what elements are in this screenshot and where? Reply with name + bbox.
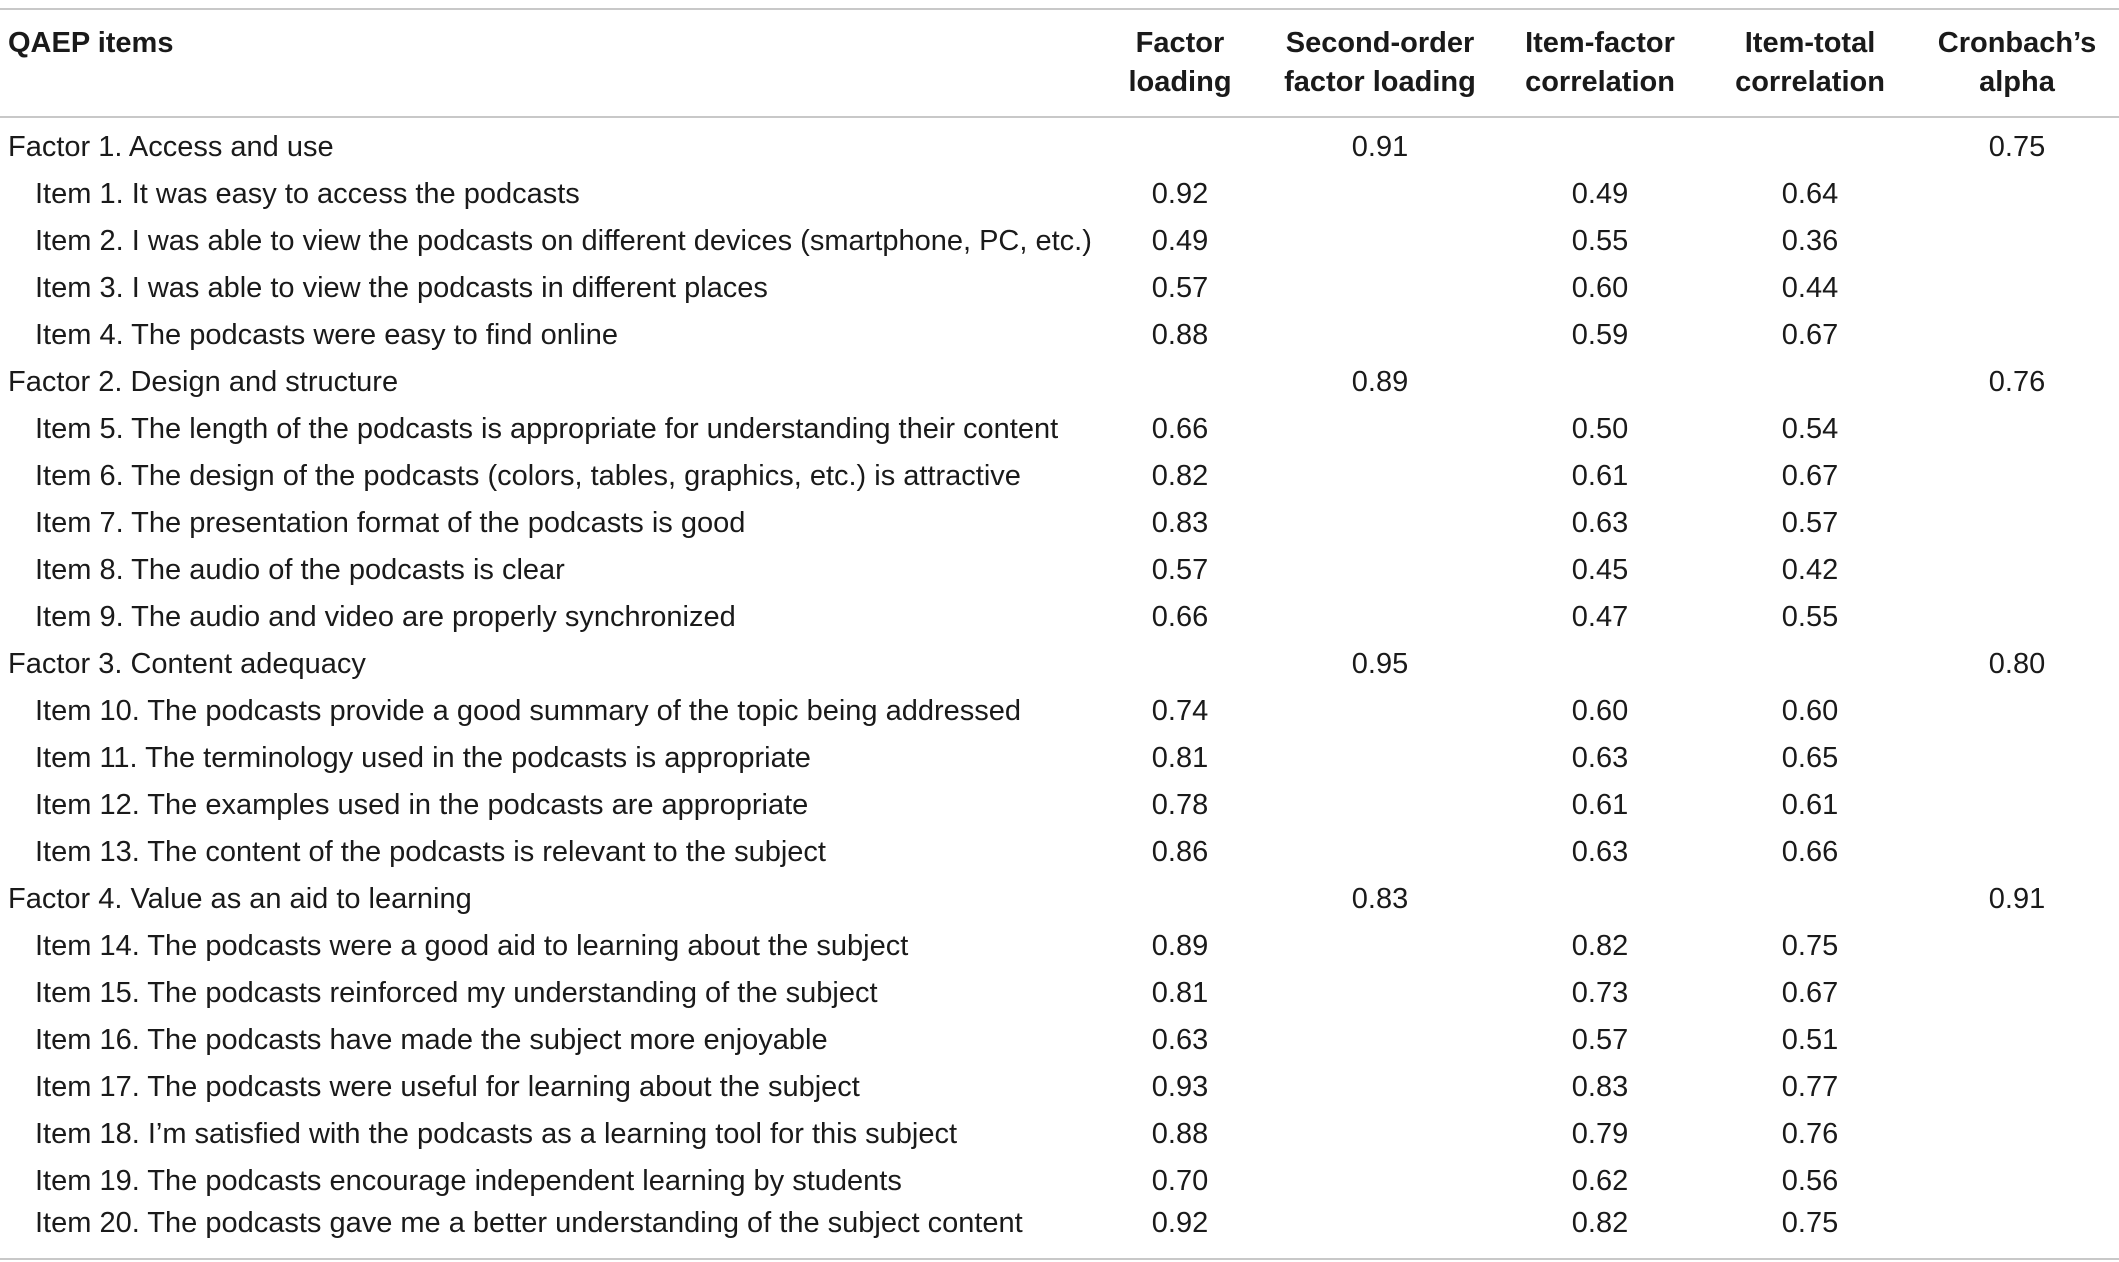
- factor-loading-cell: 0.49: [1151, 225, 1209, 257]
- second-order-loading-cell: [1265, 923, 1495, 970]
- cronbach-alpha-cell: [1915, 171, 2119, 218]
- item-factor-correlation-cell: [1495, 359, 1705, 406]
- second-order-loading-cell: [1265, 829, 1495, 876]
- item-total-correlation-cell: 0.67: [1781, 460, 1839, 492]
- cronbach-alpha-cell: [1915, 970, 2119, 1017]
- factor-loading-cell: 0.88: [1151, 319, 1209, 351]
- factor-loading-cell: [1095, 641, 1265, 688]
- cronbach-alpha-cell: 0.75: [1988, 131, 2046, 163]
- item-total-correlation-cell: 0.75: [1781, 930, 1839, 962]
- item-row: [0, 688, 2119, 735]
- factor-loading-cell: 0.57: [1151, 554, 1209, 586]
- factor-loading-cell: 0.81: [1151, 742, 1209, 774]
- header-item-total-line2: correlation: [1735, 66, 1885, 98]
- item-label: Item 4. The podcasts were easy to find online: [35, 319, 619, 351]
- item-label: Item 12. The examples used in the podcasts are appropriate: [35, 789, 809, 821]
- factor-row: [0, 117, 2119, 171]
- item-factor-correlation-cell: 0.60: [1571, 272, 1629, 304]
- item-row: [0, 265, 2119, 312]
- second-order-loading-cell: [1265, 1111, 1495, 1158]
- factor-loading-cell: 0.78: [1151, 789, 1209, 821]
- item-total-correlation-cell: 0.77: [1781, 1071, 1839, 1103]
- factor-loading-cell: 0.57: [1151, 272, 1209, 304]
- item-total-correlation-cell: 0.55: [1781, 601, 1839, 633]
- factor-loading-cell: 0.83: [1151, 507, 1209, 539]
- header-item-factor-correlation: [1495, 9, 1705, 117]
- item-total-correlation-cell: 0.64: [1781, 178, 1839, 210]
- item-row: [0, 312, 2119, 359]
- factor-row: [0, 641, 2119, 688]
- header-factor-loading-line1: Factor: [1135, 27, 1225, 59]
- factor-row: [0, 359, 2119, 406]
- table-body: [0, 117, 2119, 1259]
- item-total-correlation-cell: 0.76: [1781, 1118, 1839, 1150]
- header-item-factor-line1: Item-factor: [1525, 27, 1675, 59]
- item-factor-correlation-cell: 0.61: [1571, 789, 1629, 821]
- item-label: Item 13. The content of the podcasts is relevant to the subject: [35, 836, 826, 868]
- cronbach-alpha-cell: [1915, 1158, 2119, 1205]
- cronbach-alpha-cell: [1915, 1064, 2119, 1111]
- item-label: Item 7. The presentation format of the podcasts is good: [35, 507, 746, 539]
- factor-label: Factor 4. Value as an aid to learning: [8, 883, 472, 915]
- second-order-loading-cell: [1265, 453, 1495, 500]
- item-row: [0, 171, 2119, 218]
- item-row: [0, 547, 2119, 594]
- item-total-correlation-cell: 0.66: [1781, 836, 1839, 868]
- item-total-correlation-cell: 0.54: [1781, 413, 1839, 445]
- item-label: Item 6. The design of the podcasts (colors, tables, graphics, etc.) is attractive: [35, 460, 1021, 492]
- table-header: [0, 9, 2119, 117]
- item-factor-correlation-cell: 0.59: [1571, 319, 1629, 351]
- factor-loading-cell: 0.86: [1151, 836, 1209, 868]
- second-order-loading-cell: [1265, 265, 1495, 312]
- item-row: [0, 1017, 2119, 1064]
- item-factor-correlation-cell: 0.57: [1571, 1024, 1629, 1056]
- cronbach-alpha-cell: [1915, 735, 2119, 782]
- item-factor-correlation-cell: 0.45: [1571, 554, 1629, 586]
- cronbach-alpha-cell: [1915, 500, 2119, 547]
- factor-loading-cell: 0.93: [1151, 1071, 1209, 1103]
- factor-loading-cell: 0.66: [1151, 601, 1209, 633]
- header-item-total-line1: Item-total: [1744, 27, 1876, 59]
- item-factor-correlation-cell: 0.63: [1571, 742, 1629, 774]
- second-order-loading-cell: [1265, 500, 1495, 547]
- item-total-correlation-cell: 0.56: [1781, 1165, 1839, 1197]
- second-order-loading-cell: [1265, 406, 1495, 453]
- item-total-correlation-cell: [1705, 641, 1915, 688]
- qaep-table-container: [0, 8, 2119, 1260]
- item-total-correlation-cell: 0.75: [1705, 1205, 1915, 1259]
- item-factor-correlation-cell: 0.62: [1571, 1165, 1629, 1197]
- item-factor-correlation-cell: 0.55: [1571, 225, 1629, 257]
- header-factor-loading: [1095, 9, 1265, 117]
- item-total-correlation-cell: 0.61: [1781, 789, 1839, 821]
- factor-loading-cell: 0.63: [1151, 1024, 1209, 1056]
- cronbach-alpha-cell: [1915, 547, 2119, 594]
- cronbach-alpha-cell: [1915, 453, 2119, 500]
- cronbach-alpha-cell: [1915, 923, 2119, 970]
- item-total-correlation-cell: 0.67: [1781, 977, 1839, 1009]
- second-order-loading-cell: 0.89: [1351, 366, 1409, 398]
- second-order-loading-cell: [1265, 547, 1495, 594]
- item-label: Item 19. The podcasts encourage independent learning by students: [35, 1165, 902, 1197]
- item-factor-correlation-cell: 0.47: [1571, 601, 1629, 633]
- cronbach-alpha-cell: [1915, 265, 2119, 312]
- item-row: [0, 782, 2119, 829]
- factor-loading-cell: 0.81: [1151, 977, 1209, 1009]
- factor-label: Factor 1. Access and use: [8, 131, 334, 163]
- factor-label: Factor 2. Design and structure: [8, 366, 399, 398]
- item-label: Item 18. I’m satisfied with the podcasts as a learning tool for this subject: [35, 1118, 958, 1150]
- item-total-correlation-cell: 0.36: [1781, 225, 1839, 257]
- item-row: [0, 218, 2119, 265]
- item-factor-correlation-cell: 0.63: [1571, 836, 1629, 868]
- item-factor-correlation-cell: 0.83: [1571, 1071, 1629, 1103]
- item-label: Item 10. The podcasts provide a good summary of the topic being addressed: [35, 695, 1022, 727]
- item-row: [0, 735, 2119, 782]
- item-factor-correlation-cell: 0.49: [1571, 178, 1629, 210]
- item-row: [0, 1111, 2119, 1158]
- factor-loading-cell: 0.92: [1151, 178, 1209, 210]
- factor-loading-cell: 0.66: [1151, 413, 1209, 445]
- item-factor-correlation-cell: 0.61: [1571, 460, 1629, 492]
- factor-loading-cell: [1095, 359, 1265, 406]
- item-factor-correlation-cell: 0.82: [1571, 930, 1629, 962]
- item-factor-correlation-cell: 0.73: [1571, 977, 1629, 1009]
- cronbach-alpha-cell: [1915, 1111, 2119, 1158]
- factor-row: [0, 876, 2119, 923]
- second-order-loading-cell: [1265, 688, 1495, 735]
- item-total-correlation-cell: 0.42: [1781, 554, 1839, 586]
- item-total-correlation-cell: 0.67: [1781, 319, 1839, 351]
- item-label: Item 2. I was able to view the podcasts on different devices (smartphone, PC, etc.): [35, 225, 1092, 257]
- factor-loading-cell: 0.70: [1151, 1165, 1209, 1197]
- item-label: Item 11. The terminology used in the podcasts is appropriate: [35, 742, 811, 774]
- item-label: Item 15. The podcasts reinforced my understanding of the subject: [35, 977, 878, 1009]
- factor-loading-cell: 0.74: [1151, 695, 1209, 727]
- factor-loading-cell: 0.88: [1151, 1118, 1209, 1150]
- cronbach-alpha-cell: [1915, 688, 2119, 735]
- second-order-loading-cell: [1265, 970, 1495, 1017]
- cronbach-alpha-cell: [1915, 829, 2119, 876]
- second-order-loading-cell: [1265, 782, 1495, 829]
- cronbach-alpha-cell: [1915, 594, 2119, 641]
- item-total-correlation-cell: 0.51: [1781, 1024, 1839, 1056]
- item-label: Item 14. The podcasts were a good aid to learning about the subject: [35, 930, 909, 962]
- cronbach-alpha-cell: 0.76: [1988, 366, 2046, 398]
- header-factor-loading-line2: loading: [1128, 66, 1232, 98]
- second-order-loading-cell: [1265, 1158, 1495, 1205]
- second-order-loading-cell: [1265, 218, 1495, 265]
- factor-loading-cell: 0.82: [1151, 460, 1209, 492]
- item-factor-correlation-cell: 0.79: [1571, 1118, 1629, 1150]
- item-total-correlation-cell: [1705, 359, 1915, 406]
- item-row: [0, 1205, 2119, 1259]
- factor-loading-cell: [1095, 876, 1265, 923]
- factor-label: Factor 3. Content adequacy: [8, 648, 366, 680]
- cronbach-alpha-cell: [1915, 782, 2119, 829]
- second-order-loading-cell: 0.83: [1351, 883, 1409, 915]
- item-row: [0, 1064, 2119, 1111]
- second-order-loading-cell: [1265, 1205, 1495, 1259]
- item-row: [0, 829, 2119, 876]
- cronbach-alpha-cell: [1915, 218, 2119, 265]
- cronbach-alpha-cell: 0.80: [1988, 648, 2046, 680]
- item-total-correlation-cell: 0.57: [1781, 507, 1839, 539]
- second-order-loading-cell: [1265, 312, 1495, 359]
- item-row: [0, 970, 2119, 1017]
- header-second-order-line1: Second-order: [1285, 27, 1475, 59]
- second-order-loading-cell: [1265, 171, 1495, 218]
- factor-loading-cell: 0.92: [1095, 1205, 1265, 1259]
- second-order-loading-cell: [1265, 594, 1495, 641]
- item-factor-correlation-cell: 0.63: [1571, 507, 1629, 539]
- item-row: [0, 594, 2119, 641]
- item-label: Item 9. The audio and video are properly synchronized: [35, 601, 736, 633]
- qaep-items-table: [0, 8, 2119, 1260]
- header-row: [0, 9, 2119, 117]
- header-cronbach-alpha: [1915, 9, 2119, 117]
- item-label: Item 17. The podcasts were useful for learning about the subject: [35, 1071, 860, 1103]
- second-order-loading-cell: [1265, 1064, 1495, 1111]
- item-label: Item 8. The audio of the podcasts is clear: [35, 554, 565, 586]
- cronbach-alpha-cell: 0.91: [1988, 883, 2046, 915]
- header-cronbach-line1: Cronbach’s: [1937, 27, 2097, 59]
- second-order-loading-cell: [1265, 735, 1495, 782]
- item-label: Item 16. The podcasts have made the subject more enjoyable: [35, 1024, 828, 1056]
- item-factor-correlation-cell: 0.82: [1495, 1205, 1705, 1259]
- item-row: [0, 406, 2119, 453]
- factor-loading-cell: [1095, 117, 1265, 171]
- header-second-order-loading: [1265, 9, 1495, 117]
- item-factor-correlation-cell: 0.60: [1571, 695, 1629, 727]
- second-order-loading-cell: [1265, 1017, 1495, 1064]
- item-row: [0, 923, 2119, 970]
- item-factor-correlation-cell: 0.50: [1571, 413, 1629, 445]
- cronbach-alpha-cell: [1915, 1017, 2119, 1064]
- item-total-correlation-cell: 0.44: [1781, 272, 1839, 304]
- item-label: Item 3. I was able to view the podcasts in different places: [35, 272, 768, 304]
- item-row: [0, 453, 2119, 500]
- header-item-factor-line2: correlation: [1525, 66, 1675, 98]
- factor-loading-cell: 0.89: [1151, 930, 1209, 962]
- header-cronbach-line2: alpha: [1979, 66, 2055, 98]
- item-factor-correlation-cell: [1495, 876, 1705, 923]
- item-factor-correlation-cell: [1495, 641, 1705, 688]
- item-label: Item 20. The podcasts gave me a better understanding of the subject content: [0, 1205, 1095, 1259]
- cronbach-alpha-cell: [1915, 1205, 2119, 1259]
- item-label: Item 5. The length of the podcasts is appropriate for understanding their content: [35, 413, 1059, 445]
- cronbach-alpha-cell: [1915, 406, 2119, 453]
- item-factor-correlation-cell: [1495, 117, 1705, 171]
- header-item-total-correlation: [1705, 9, 1915, 117]
- item-row: [0, 500, 2119, 547]
- second-order-loading-cell: 0.91: [1351, 131, 1409, 163]
- item-label: Item 1. It was easy to access the podcasts: [35, 178, 580, 210]
- item-row: [0, 1158, 2119, 1205]
- item-total-correlation-cell: [1705, 117, 1915, 171]
- second-order-loading-cell: 0.95: [1351, 648, 1409, 680]
- item-total-correlation-cell: 0.65: [1781, 742, 1839, 774]
- header-qaep-items: QAEP items: [8, 27, 174, 59]
- item-total-correlation-cell: [1705, 876, 1915, 923]
- item-total-correlation-cell: 0.60: [1781, 695, 1839, 727]
- cronbach-alpha-cell: [1915, 312, 2119, 359]
- header-second-order-line2: factor loading: [1284, 66, 1476, 98]
